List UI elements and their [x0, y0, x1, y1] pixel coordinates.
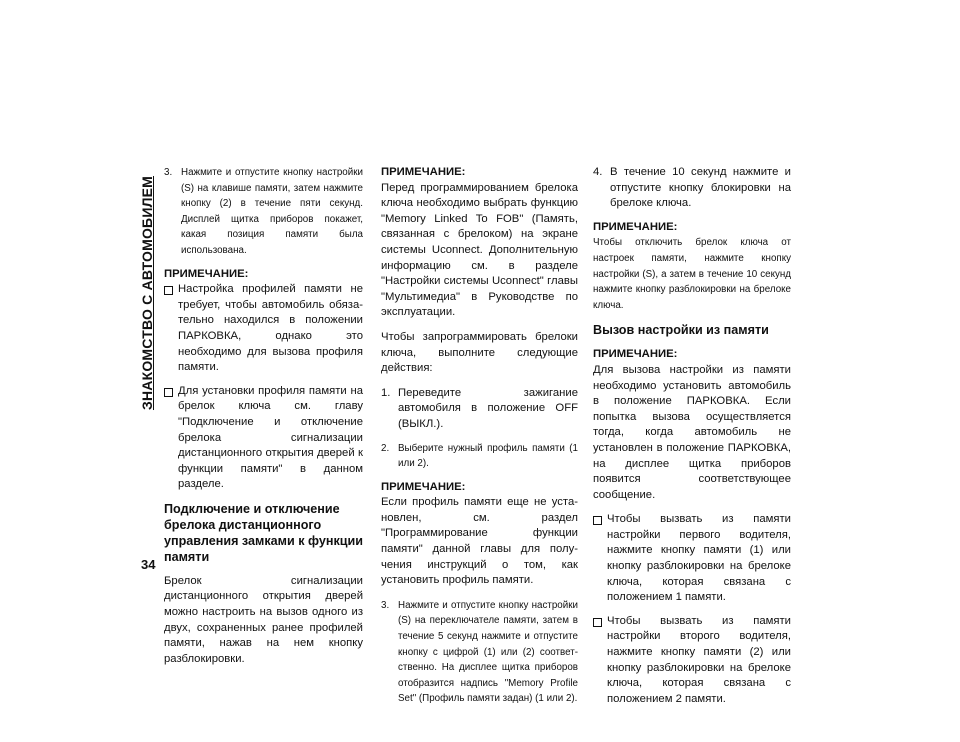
note-text: Чтобы отключить брелок ключа от настроек памяти, нажмите кнопку настройки (S), а затем в течение 10 секунд нажмите кнопку разблокировки на брелоке ключа. [593, 237, 791, 311]
bullet-item [164, 384, 363, 493]
note-text: Если профиль памяти еще не установлен, см. раздел "Программирование функции памяти" данной главы для получения инструкций о том, как установить профиль памяти. [381, 496, 578, 587]
step-text: В течение 10 секунд нажмите и отпустите кнопку блокировки на брелоке ключа. [610, 166, 791, 210]
step-3 [381, 598, 578, 707]
note-heading: ПРИМЕЧАНИЕ: [593, 220, 678, 233]
step-text: Переведите зажигание автомобиля в положение OFF (ВЫКЛ.). [398, 386, 578, 430]
column-2 [381, 165, 578, 715]
column-3 [593, 165, 791, 715]
note-text: Перед программированием брелока ключа необходимо выбрать функцию "Memory Linked To FOB" (Память, связанная с брелоком) на экране системы Uconnect. Дополнительную информацию см. в разделе "Настройки системы Uconnect" главы "Мультимедиа" в Руководстве по эксплуатации. [381, 181, 578, 319]
note-heading: ПРИМЕЧАНИЕ: [381, 480, 466, 493]
checkbox-bullet-icon [593, 618, 602, 627]
step-number: 3. [381, 599, 390, 611]
page-number: 34 [141, 557, 156, 572]
step-text: Выберите нужный профиль памяти (1 или 2). [398, 442, 578, 470]
step-number: 2. [381, 442, 390, 454]
checkbox-bullet-icon [164, 388, 173, 397]
step-1 [381, 386, 578, 433]
intro-paragraph: Чтобы запрограммировать брелоки ключа, выполните следующие действия: [381, 330, 578, 375]
step-2 [381, 441, 578, 472]
section-heading: Подключение и отключение брелока дистанционного управления замками к функции памяти [164, 501, 363, 564]
bullet-item [164, 282, 363, 376]
section-side-tab [137, 175, 157, 410]
section-heading: Вызов настройки из памяти [593, 323, 769, 338]
step-3 [164, 165, 363, 259]
bullet-text: Настройка профилей памяти не требует, чтобы автомобиль обязательно находился в положении ПАРКОВКА, однако это необходимо для вызова профиля памяти. [178, 283, 363, 374]
checkbox-bullet-icon [164, 286, 173, 295]
step-number: 4. [593, 166, 603, 178]
bullet-text: Чтобы вызвать из памяти настройки второго водителя, нажмите кнопку памяти (2) или кнопку разблокировки на брелоке ключа, которая связана с положением 2 памяти. [607, 614, 791, 705]
note-text: Для вызова настройки из памяти необходимо установить автомобиль в положение ПАРКОВКА. Если попытка вызова осуществляется тогда, когда автомобиль не установлен в положение ПАРКОВКА, на дисплее щитка приборов появится соответствующее сообщение. [593, 363, 791, 501]
bullet-item [593, 614, 791, 708]
step-text: Нажмите и отпустите кнопку настройки (S) на клавише памяти, затем нажмите кнопку (2) в течение пяти секунд. Дисплей щитка приборов покажет, какая позиция памяти была использована. [181, 167, 363, 256]
paragraph: Брелок сигнализации дистанционного открытия дверей можно настроить на вызов одного из двух, сохраненных ранее профилей памяти, нажав на нем кнопку разблокировки. [164, 574, 363, 665]
section-title: ЗНАКОМСТВО С АВТОМОБИЛЕМ [139, 175, 155, 410]
note-heading: ПРИМЕЧАНИЕ: [593, 348, 678, 361]
bullet-text: Для установки профиля памяти на брелок ключа см. главу "Подключение и отключение брелока сигнализации дистанционного открытия дверей к функции памяти" в данном разделе. [178, 384, 363, 491]
checkbox-bullet-icon [593, 516, 602, 525]
note-heading: ПРИМЕЧАНИЕ: [164, 267, 249, 280]
step-4 [593, 165, 791, 212]
step-number: 1. [381, 386, 391, 399]
bullet-text: Чтобы вызвать из памяти настройки первого водителя, нажмите кнопку памяти (1) или кнопку разблокировки на брелоке ключа, которая связана с положением 1 памяти. [607, 513, 791, 604]
column-1 [164, 165, 363, 676]
step-text: Нажмите и отпустите кнопку настройки (S) на переключателе памяти, затем в течение 5 секунд нажмите и отпустите кнопку с цифрой (1) или (2) соответственно. На дисплее щитка приборов отобразится надпись "Memory Profile Set" (Профиль памяти задан) (1 или 2). [398, 599, 578, 705]
note-heading: ПРИМЕЧАНИЕ: [381, 166, 466, 178]
step-number: 3. [164, 167, 173, 178]
bullet-item [593, 512, 791, 606]
